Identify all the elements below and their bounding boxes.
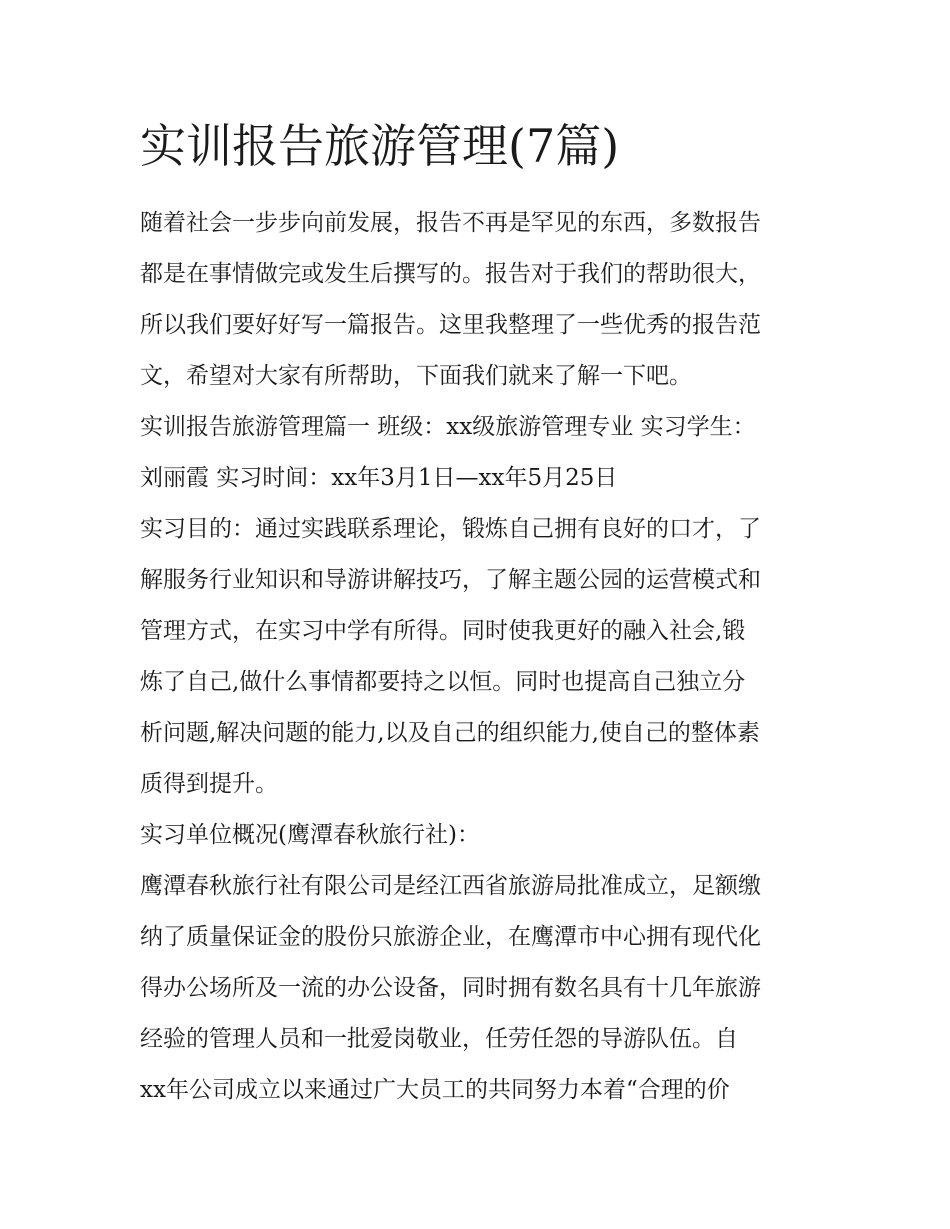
body-line-1: 随着社会一步步向前发展，报告不再是罕见的东西，多数报告: [140, 210, 761, 236]
body-line-10: 炼了自己,做什么事情都要持之以恒。同时也提高自己独立分: [140, 669, 746, 695]
body-line-6: 刘丽霞 实习时间：xx年3月1日—xx年5月25日: [140, 465, 618, 491]
body-line-9: 管理方式，在实习中学有所得。同时使我更好的融入社会,锻: [140, 618, 746, 644]
body-line-5: 实训报告旅游管理篇一 班级：xx级旅游管理专业 实习学生：: [140, 414, 756, 440]
document-body: [140, 198, 820, 1116]
body-line-8: 解服务行业知识和导游讲解技巧，了解主题公园的运营模式和: [140, 567, 761, 593]
body-line-12: 质得到提升。: [140, 771, 278, 797]
body-line-14: 鹰潭春秋旅行社有限公司是经江西省旅游局批准成立，足额缴: [140, 873, 761, 899]
body-line-4: 文，希望对大家有所帮助，下面我们就来了解一下吧。: [140, 363, 692, 389]
body-line-3: 所以我们要好好写一篇报告。这里我整理了一些优秀的报告范: [140, 312, 761, 338]
body-line-13: 实习单位概况(鹰潭春秋旅行社)：: [140, 822, 480, 848]
body-line-18: xx年公司成立以来通过广大员工的共同努力本着“合理的价: [140, 1077, 730, 1103]
body-line-17: 经验的管理人员和一批爱岗敬业，任劳任怨的导游队伍。自: [140, 1026, 738, 1052]
body-line-7: 实习目的：通过实践联系理论，锻炼自己拥有良好的口才，了: [140, 516, 761, 542]
document-title: 实训报告旅游管理(7篇): [140, 119, 620, 173]
body-line-2: 都是在事情做完或发生后撰写的。报告对于我们的帮助很大，: [140, 261, 761, 287]
body-line-16: 得办公场所及一流的办公设备，同时拥有数名具有十几年旅游: [140, 975, 761, 1001]
body-line-11: 析问题,解决问题的能力,以及自己的组织能力,使自己的整体素: [140, 720, 760, 746]
body-line-15: 纳了质量保证金的股份只旅游企业，在鹰潭市中心拥有现代化: [140, 924, 761, 950]
